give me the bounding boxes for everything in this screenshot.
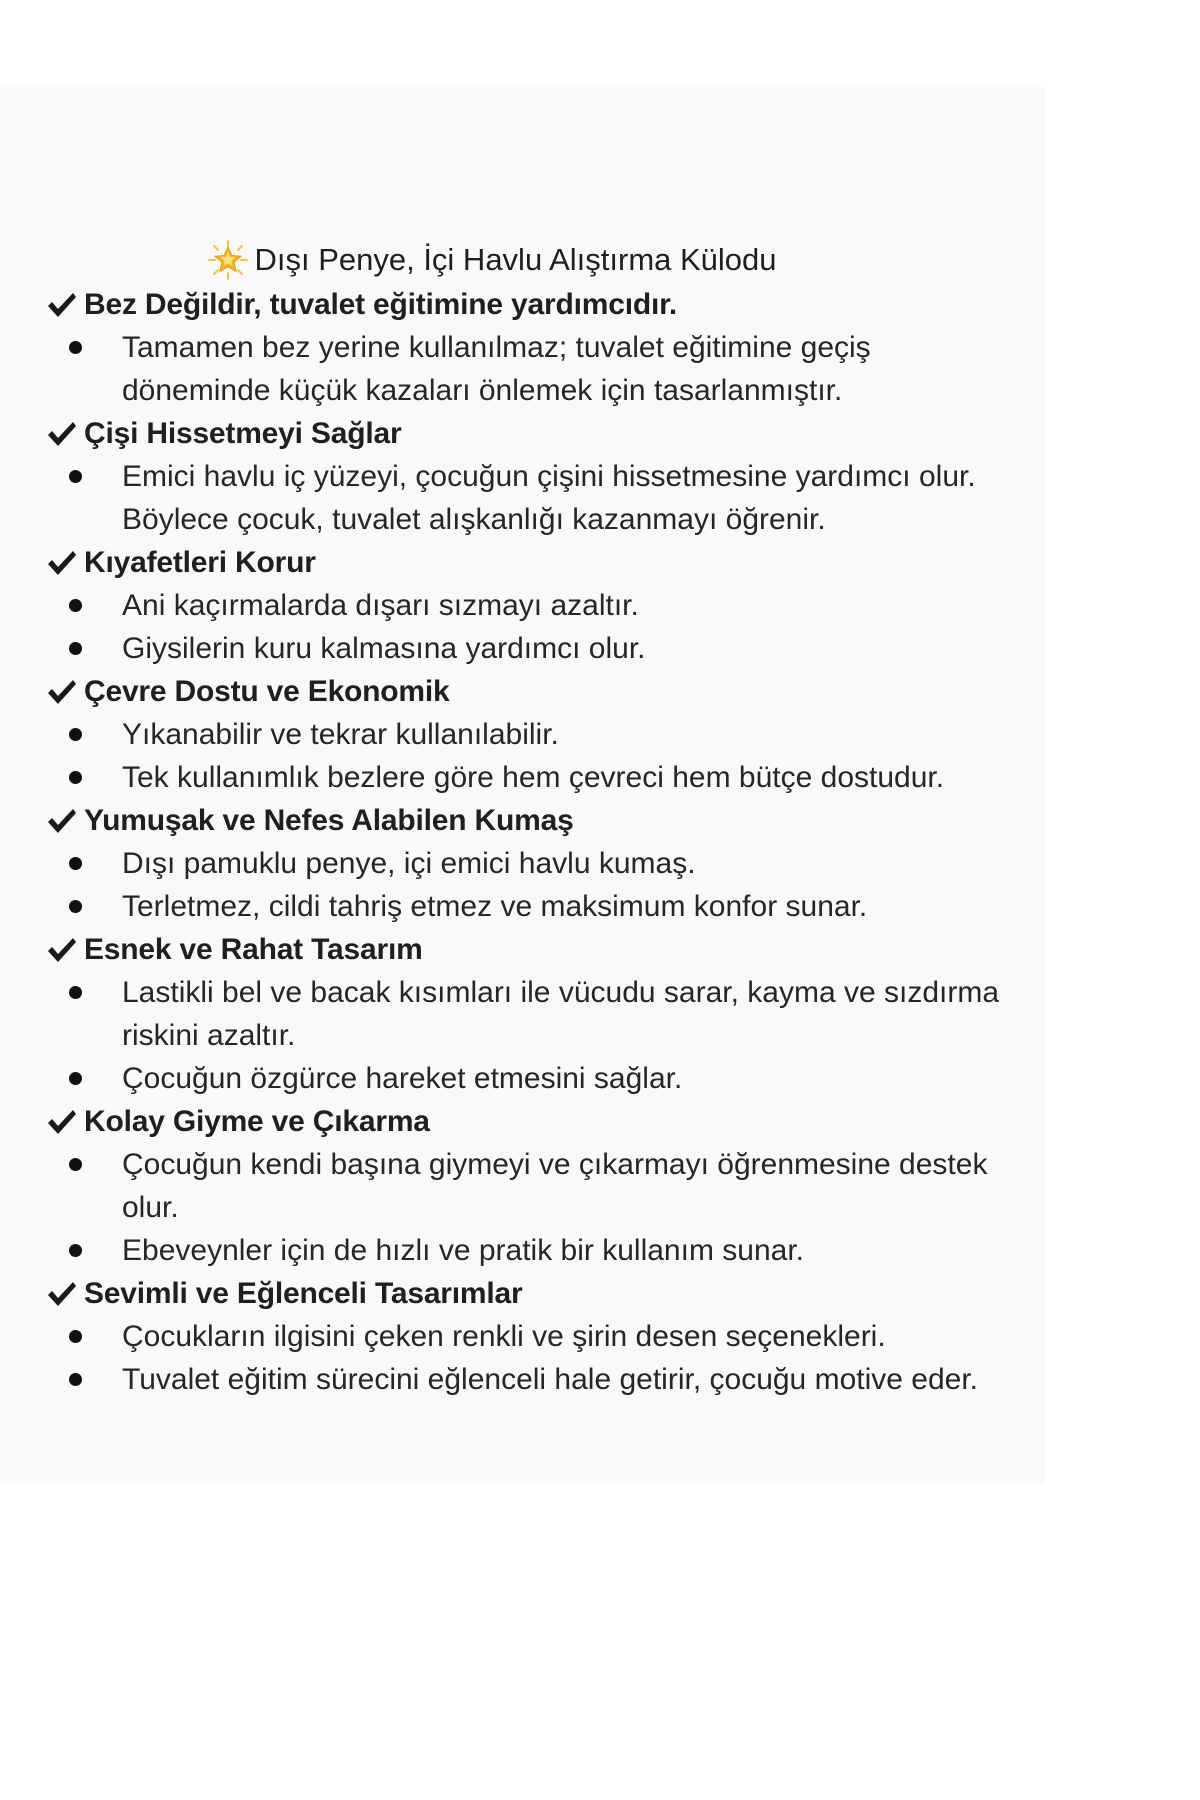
check-mark-icon — [46, 935, 78, 965]
section-heading — [0, 799, 1045, 842]
check-mark-icon — [46, 1279, 78, 1309]
bullet-icon — [69, 1244, 82, 1257]
list-item-text: Çocuğun kendi başına giymeyi ve çıkarmayı öğrenmesine destek olur. — [122, 1148, 988, 1224]
glowing-star-icon — [208, 240, 248, 280]
bullet-icon — [69, 1373, 82, 1386]
bullet-icon — [69, 642, 82, 655]
bullet-icon — [69, 1330, 82, 1343]
check-mark-icon — [46, 677, 78, 707]
list-item — [0, 885, 1045, 928]
check-mark-icon — [46, 806, 78, 836]
list-item — [0, 971, 1045, 1057]
bullet-icon — [69, 728, 82, 741]
bullet-icon — [69, 771, 82, 784]
list-item-text: Tamamen bez yerine kullanılmaz; tuvalet eğitimine geçiş döneminde küçük kazaları önlemek için tasarlanmıştır. — [122, 331, 871, 407]
list-item — [0, 1229, 1045, 1272]
list-item-text: Emici havlu iç yüzeyi, çocuğun çişini hissetmesine yardımcı olur. Böylece çocuk, tuvalet alışkanlığı kazanmayı öğrenir. — [122, 460, 976, 536]
bullet-icon — [69, 900, 82, 913]
section-heading-text: Bez Değildir, tuvalet eğitimine yardımcıdır. — [84, 287, 678, 321]
bullet-icon — [69, 470, 82, 483]
list-item — [0, 1358, 1045, 1401]
list-item — [0, 842, 1045, 885]
document-title — [0, 237, 1045, 283]
bullet-icon — [69, 857, 82, 870]
bullet-icon — [69, 1158, 82, 1171]
list-item — [0, 1057, 1045, 1100]
section-heading — [0, 1272, 1045, 1315]
list-item-text: Ani kaçırmalarda dışarı sızmayı azaltır. — [122, 589, 639, 622]
bullet-icon — [69, 341, 82, 354]
section-heading-text: Çevre Dostu ve Ekonomik — [84, 674, 450, 708]
section-heading-text: Yumuşak ve Nefes Alabilen Kumaş — [84, 803, 574, 837]
bullet-icon — [69, 599, 82, 612]
list-item-text: Lastikli bel ve bacak kısımları ile vücudu sarar, kayma ve sızdırma riskini azaltır. — [122, 976, 1000, 1052]
list-item-text: Yıkanabilir ve tekrar kullanılabilir. — [122, 718, 559, 751]
document-card — [0, 87, 1045, 1483]
section-heading — [0, 541, 1045, 584]
section-heading — [0, 1100, 1045, 1143]
list-item — [0, 756, 1045, 799]
section-heading-text: Kolay Giyme ve Çıkarma — [84, 1104, 430, 1138]
list-item-text: Dışı pamuklu penye, içi emici havlu kumaş. — [122, 847, 696, 880]
check-mark-icon — [46, 419, 78, 449]
check-mark-icon — [46, 290, 78, 320]
list-item-text: Giysilerin kuru kalmasına yardımcı olur. — [122, 632, 646, 665]
list-item-text: Ebeveynler için de hızlı ve pratik bir kullanım sunar. — [122, 1234, 804, 1267]
bullet-icon — [69, 986, 82, 999]
list-item — [0, 1143, 1045, 1229]
list-item-text: Terletmez, cildi tahriş etmez ve maksimum konfor sunar. — [122, 890, 868, 923]
document-content — [0, 237, 1045, 1401]
section-heading-text: Sevimli ve Eğlenceli Tasarımlar — [84, 1276, 523, 1310]
section-heading — [0, 283, 1045, 326]
check-mark-icon — [46, 1107, 78, 1137]
list-item-text: Tuvalet eğitim sürecini eğlenceli hale getirir, çocuğu motive eder. — [122, 1363, 978, 1396]
section-heading-text: Esnek ve Rahat Tasarım — [84, 932, 423, 966]
list-item — [0, 713, 1045, 756]
section-heading — [0, 670, 1045, 713]
title-text: Dışı Penye, İçi Havlu Alıştırma Külodu — [254, 242, 777, 277]
list-item-text: Çocukların ilgisini çeken renkli ve şirin desen seçenekleri. — [122, 1320, 886, 1353]
section-heading — [0, 928, 1045, 971]
check-mark-icon — [46, 548, 78, 578]
section-heading-text: Kıyafetleri Korur — [84, 545, 316, 579]
list-item-text: Tek kullanımlık bezlere göre hem çevreci hem bütçe dostudur. — [122, 761, 945, 794]
list-item — [0, 455, 1045, 541]
section-heading — [0, 412, 1045, 455]
list-item — [0, 627, 1045, 670]
list-item — [0, 1315, 1045, 1358]
list-item — [0, 584, 1045, 627]
list-item-text: Çocuğun özgürce hareket etmesini sağlar. — [122, 1062, 683, 1095]
list-item — [0, 326, 1045, 412]
bullet-icon — [69, 1072, 82, 1085]
section-heading-text: Çişi Hissetmeyi Sağlar — [84, 416, 402, 450]
